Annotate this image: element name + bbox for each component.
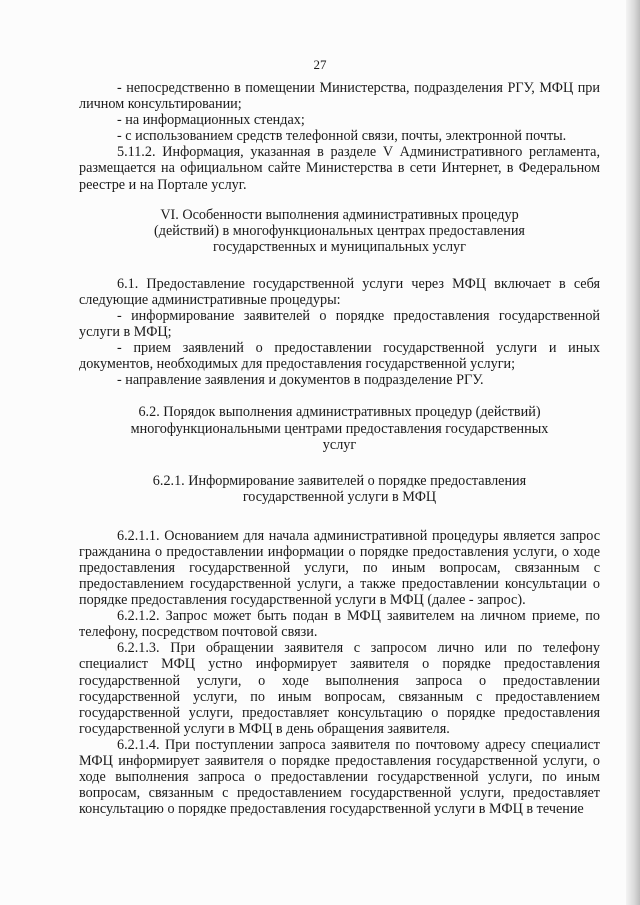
scan-edge-shadow — [626, 0, 640, 905]
section-heading: VI. Особенности выполнения административных процедур (действий) в многофункциональных центрах предоставления государственных и муниципальных услуг — [154, 206, 525, 256]
paragraph: 6.2.1.3. При обращении заявителя с запросом лично или по телефону специалист МФЦ устно информирует заявителя о порядке предоставления государственной услуги, о ходе выполнения запроса о предоставлении государственной услуги, по иным вопросам, связанным с предоставлением государственной услуги, предоставляет консультацию о порядке предоставления государственной услуги в МФЦ в день обращения заявителя. — [79, 640, 600, 737]
paragraph: 6.1. Предоставление государственной услуги через МФЦ включает в себя следующие административные процедуры: — [79, 275, 600, 308]
page-number: 27 — [313, 57, 327, 72]
paragraph: 6.2.1.1. Основанием для начала административной процедуры является запрос гражданина о предоставлении информации о порядке предоставления услуги, о ходе предоставления государственной услуги, по иным вопросам, связанным с предоставлением государственной услуги, а также предоставлении консультации о порядке предоставления государственной услуги в МФЦ (далее - запрос). — [79, 527, 600, 609]
paragraph: - информирование заявителей о порядке предоставления государственной услуги в МФЦ; — [79, 307, 600, 340]
paragraph: - с использованием средств телефонной связи, почты, электронной почты. — [117, 128, 567, 145]
paragraph: - направление заявления и документов в подразделение РГУ. — [117, 372, 484, 389]
paragraph: 6.2.1.2. Запрос может быть подан в МФЦ заявителем на личном приеме, по телефону, посредством почтовой связи. — [79, 608, 600, 641]
paragraph: - на информационных стендах; — [117, 112, 305, 129]
page-body — [79, 80, 600, 817]
paragraph: - непосредственно в помещении Министерства, подразделения РГУ, МФЦ при личном консультировании; — [79, 80, 600, 113]
subsection-heading: 6.2. Порядок выполнения административных процедур (действий) многофункциональными центрами предоставления государственных услуг — [130, 404, 549, 453]
paragraph: 5.11.2. Информация, указанная в разделе V Административного регламента, размещается на официальном сайте Министерства в сети Интернет, в Федеральном реестре и на Портале услуг. — [79, 144, 600, 193]
paragraph: 6.2.1.4. При поступлении запроса заявителя по почтовому адресу специалист МФЦ информирует заявителя о порядке предоставления государственной услуги, о ходе выполнения запроса о предоставлении государственной услуги, по иным вопросам, связанным с предоставлением государственной услуги, предоставляет консультацию о порядке предоставления государственной услуги в МФЦ в течение — [79, 736, 600, 818]
subsubsection-heading: 6.2.1. Информирование заявителей о порядке предоставления государственной услуги в МФЦ — [152, 473, 527, 506]
paragraph: - прием заявлений о предоставлении государственной услуги и иных документов, необходимых для предоставления государственной услуги; — [79, 339, 600, 373]
